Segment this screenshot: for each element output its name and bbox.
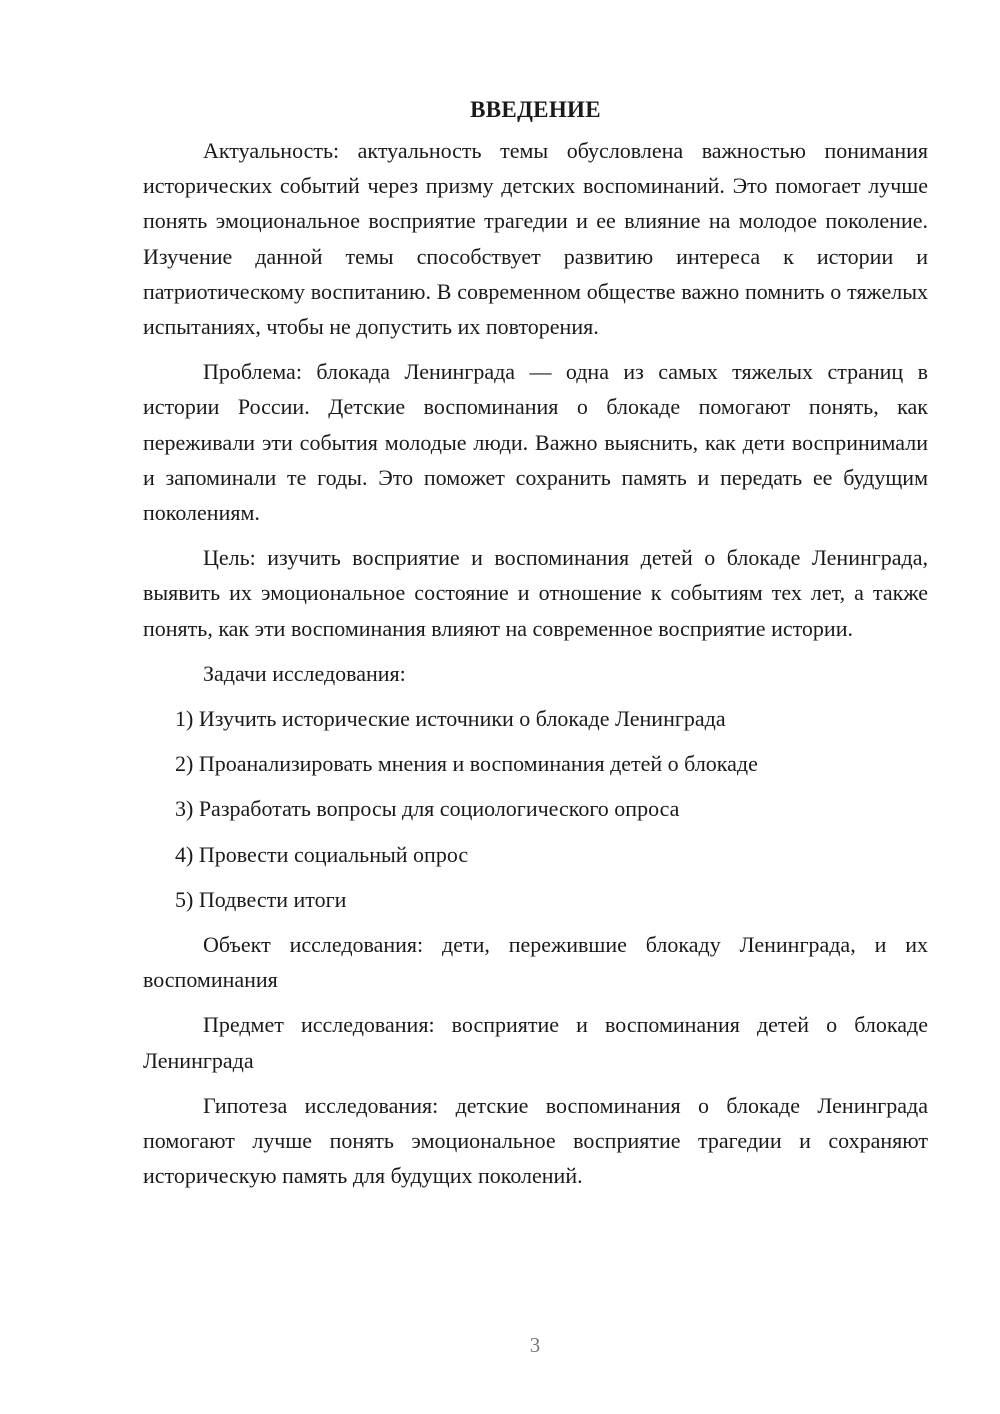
problem-paragraph: Проблема: блокада Ленинграда — одна из самых тяжелых страниц в истории России. Детские воспоминания о блокаде помогают понять, как переживали эти события молодые люди. Важно выяснить, как дети воспринимали и запоминали те годы. Это поможет сохранить память и передать ее будущим поколениям. <box>143 359 928 526</box>
page-number: 3 <box>529 1333 541 1357</box>
relevance-paragraph: Актуальность: актуальность темы обусловлена важностью понимания исторических событий через призму детских воспоминаний. Это помогает лучше понять эмоциональное восприятие трагедии и ее влияние на молодое поколение. Изучение данной темы способствует развитию интереса к истории и патриотическому воспитанию. В современном обществе важно помнить о тяжелых испытаниях, чтобы не допустить их повторения. <box>143 138 928 340</box>
page-title: ВВЕДЕНИЕ <box>470 97 601 122</box>
task-item-1: 1) Изучить исторические источники о блокаде Ленинграда <box>175 706 726 732</box>
hypothesis-paragraph: Гипотеза исследования: детские воспоминания о блокаде Ленинграда помогают лучше понять эмоциональное восприятие трагедии и сохраняют историческую память для будущих поколений. <box>143 1092 928 1189</box>
task-item-2: 2) Проанализировать мнения и воспоминания детей о блокаде <box>175 751 758 777</box>
tasks-heading: Задачи исследования: <box>203 660 406 686</box>
tasks-list <box>143 701 928 917</box>
task-item-5: 5) Подвести итоги <box>175 886 347 912</box>
document-page <box>143 92 928 1203</box>
task-item-3: 3) Разработать вопросы для социологического опроса <box>175 796 680 822</box>
goal-paragraph: Цель: изучить восприятие и воспоминания детей о блокаде Ленинграда, выявить их эмоциональное состояние и отношение к событиям тех лет, а также понять, как эти воспоминания влияют на современное восприятие истории. <box>143 545 928 641</box>
task-item-4: 4) Провести социальный опрос <box>175 841 469 867</box>
object-paragraph: Объект исследования: дети, пережившие блокаду Ленинграда, и их воспоминания <box>143 932 928 993</box>
subject-paragraph: Предмет исследования: восприятие и воспоминания детей о блокаде Ленинграда <box>143 1012 928 1073</box>
